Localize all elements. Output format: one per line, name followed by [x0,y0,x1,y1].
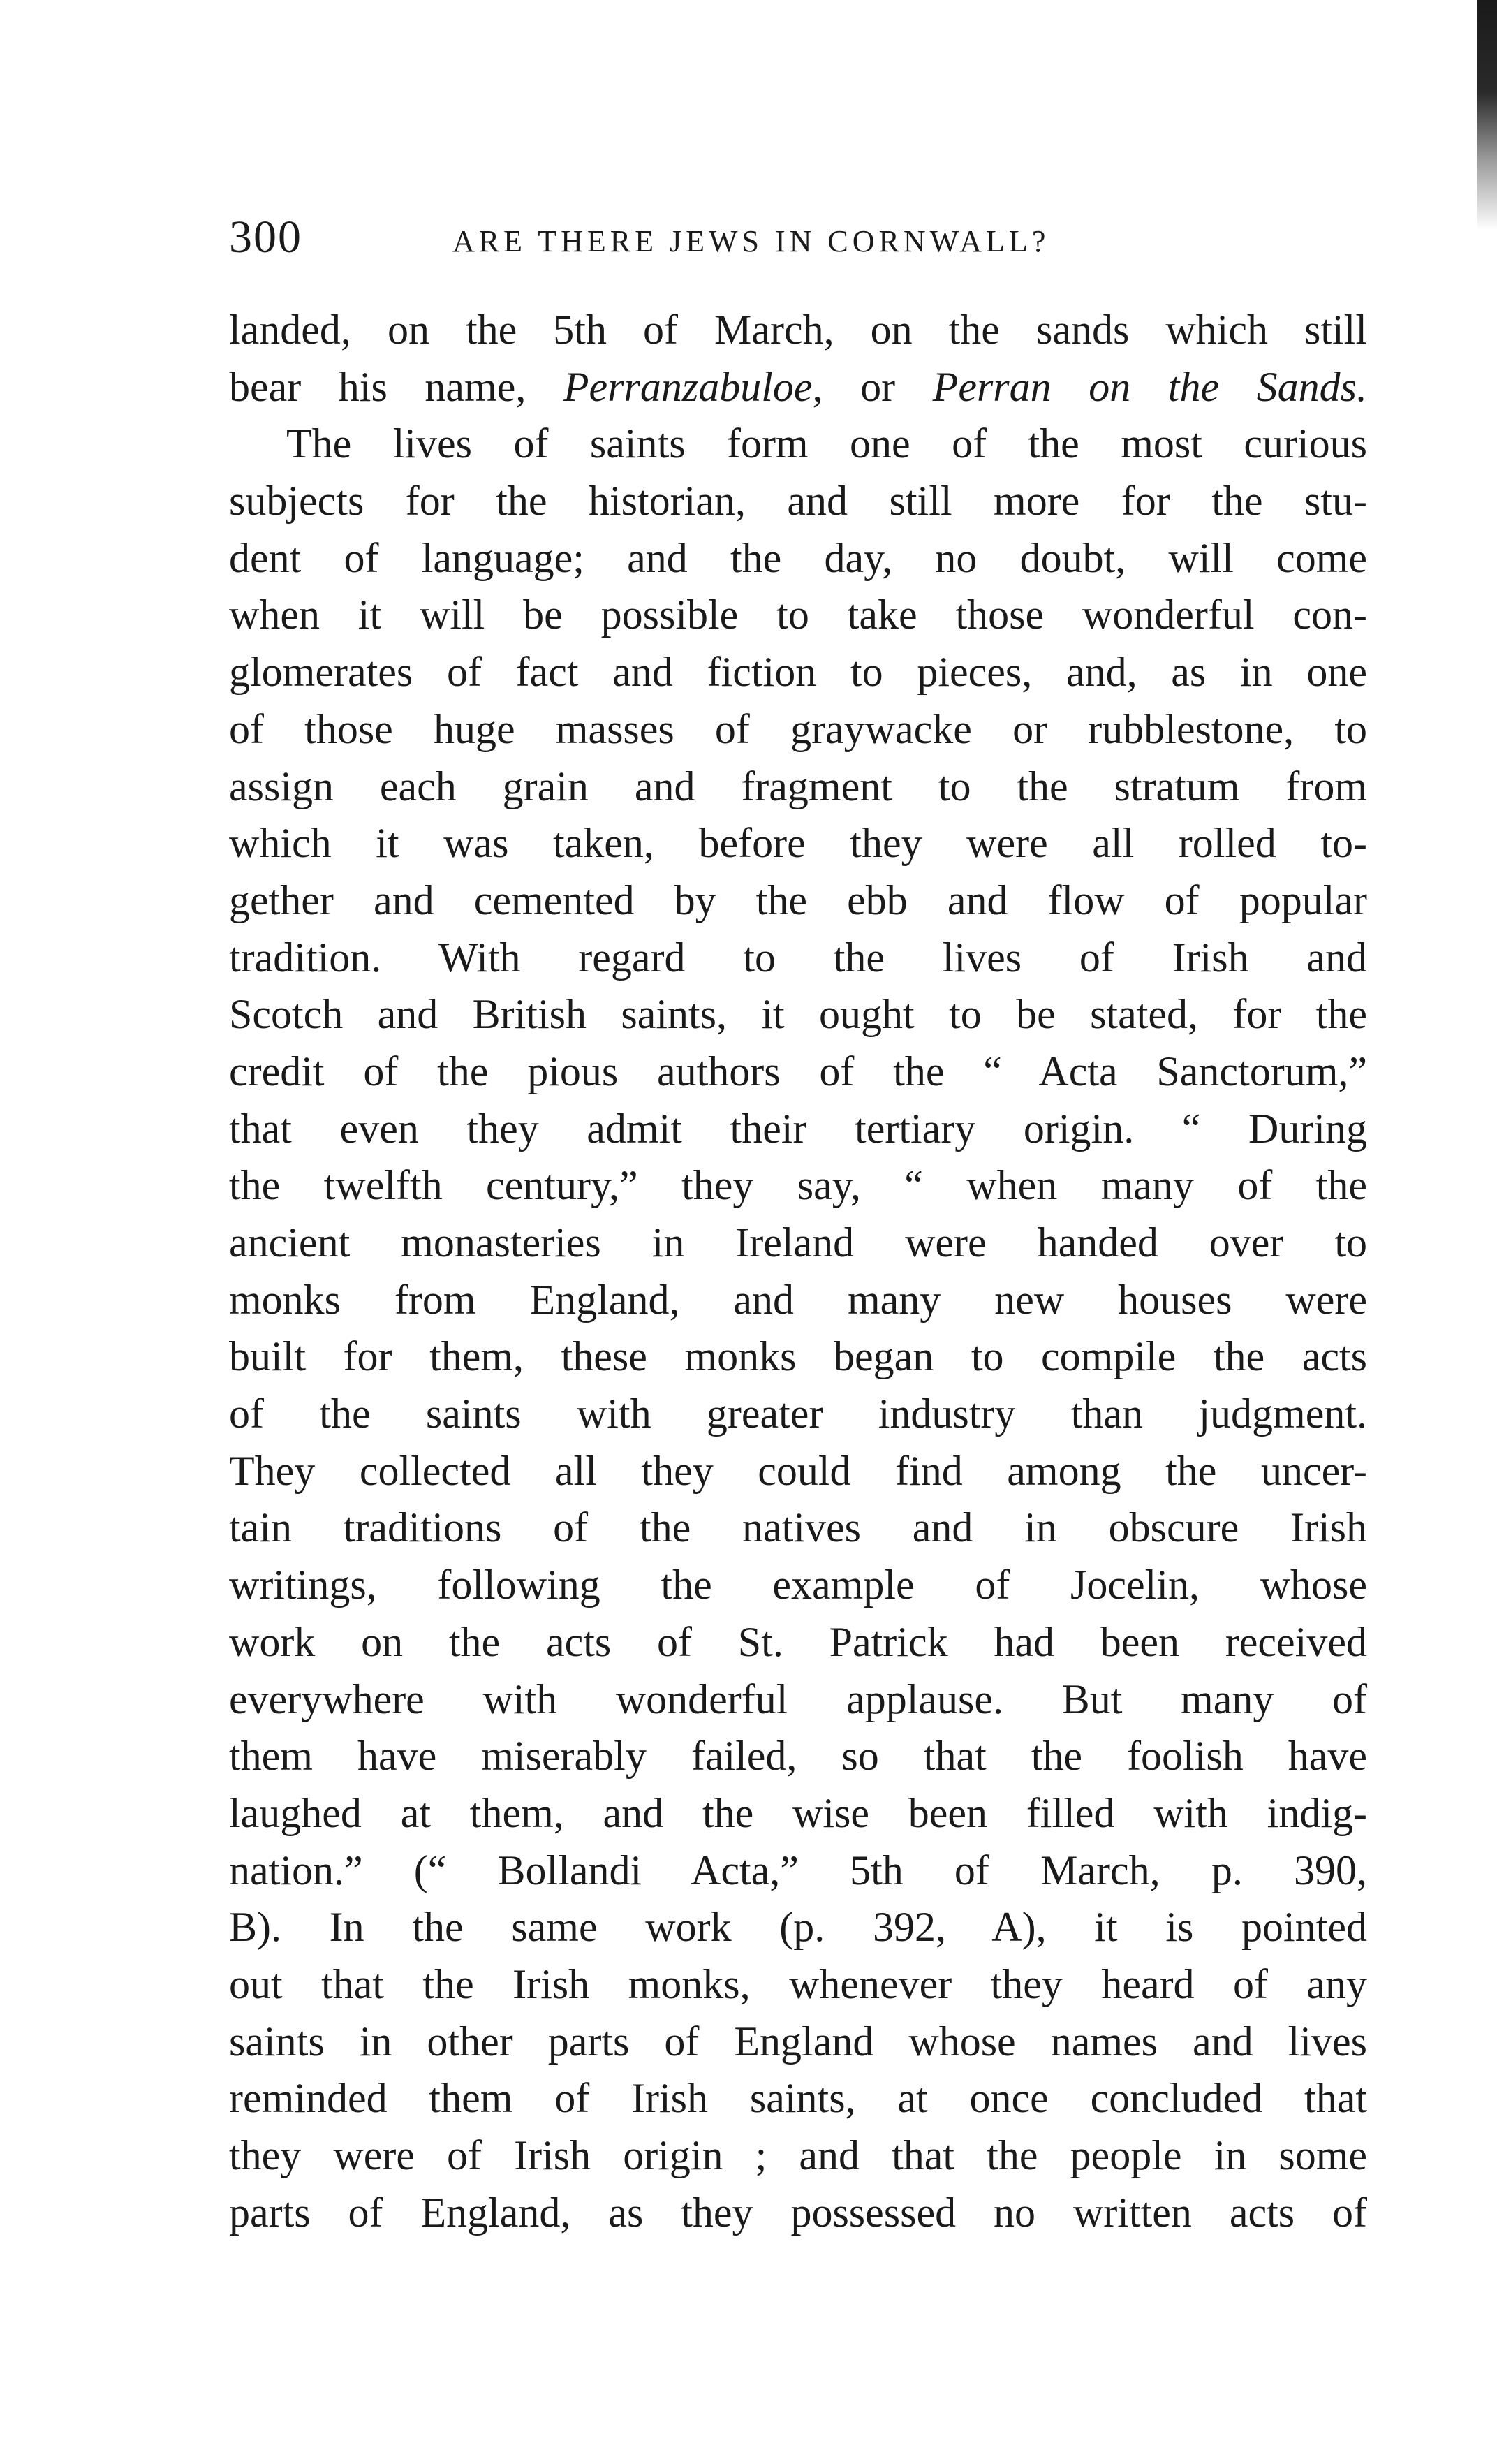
text-line: B). In the same work (p. 392, A), it is pointed [229,1904,1367,1951]
text-line: nation.” (“ Bollandi Acta,” 5th of March, p. 390, [229,1847,1367,1893]
text-line: that even they admit their tertiary origin. “ During [229,1105,1367,1152]
page-edge-shadow [1477,0,1497,230]
running-head: ARE THERE JEWS IN CORNWALL? [452,224,1050,258]
text-line: work on the acts of St. Patrick had been received [229,1618,1367,1665]
text-line: which it was taken, before they were all rolled to- [229,820,1367,867]
body-text [229,302,1367,2241]
text-line: laughed at them, and the wise been filled with indig- [229,1789,1367,1836]
text-span: , or [812,363,933,410]
text-line [229,359,1367,416]
italic-place-name: Perranzabuloe [563,363,813,410]
text-line: saints in other parts of England whose names and lives [229,2018,1367,2065]
text-line: The lives of saints form one of the most curious [286,420,1367,467]
text-line: them have miserably failed, so that the foolish have [229,1733,1367,1780]
text-line: reminded them of Irish saints, at once concluded that [229,2075,1367,2122]
italic-place-name: Perran on the Sands. [932,363,1367,410]
text-line: landed, on the 5th of March, on the sands which still [229,307,1367,353]
text-line: monks from England, and many new houses were [229,1276,1367,1323]
text-line: glomerates of fact and fiction to pieces, and, as in one [229,649,1367,696]
text-line: built for them, these monks began to compile the acts [229,1333,1367,1380]
page-number: 300 [229,212,302,263]
text-line: the twelfth century,” they say, “ when many of the [229,1162,1367,1209]
text-line: credit of the pious authors of the “ Acta Sanctorum,” [229,1048,1367,1094]
text-line: writings, following the example of Jocelin, whose [229,1562,1367,1608]
text-line: subjects for the historian, and still more for the stu- [229,478,1367,525]
text-line: of the saints with greater industry than judgment. [229,1391,1367,1437]
text-line: parts of England, as they possessed no written acts of [229,2189,1367,2236]
text-line: gether and cemented by the ebb and flow of popular [229,877,1367,923]
page-header [229,203,1374,272]
text-line: Scotch and British saints, it ought to be stated, for the [229,991,1367,1038]
text-line: dent of language; and the day, no doubt, will come [229,534,1367,581]
text-line: of those huge masses of graywacke or rubblestone, to [229,705,1367,752]
text-line: assign each grain and fragment to the stratum from [229,763,1367,809]
text-line: they were of Irish origin ; and that the people in some [229,2132,1367,2178]
text-line: out that the Irish monks, whenever they heard of any [229,1960,1367,2007]
text-line: tradition. With regard to the lives of Irish and [229,934,1367,981]
text-line: They collected all they could find among the uncer- [229,1447,1367,1494]
text-line: everywhere with wonderful applause. But many of [229,1675,1367,1722]
text-span: bear his name, [229,363,563,410]
text-line: when it will be possible to take those wonderful con- [229,592,1367,638]
text-line: ancient monasteries in Ireland were handed over to [229,1219,1367,1266]
text-line: tain traditions of the natives and in obscure Irish [229,1504,1367,1551]
